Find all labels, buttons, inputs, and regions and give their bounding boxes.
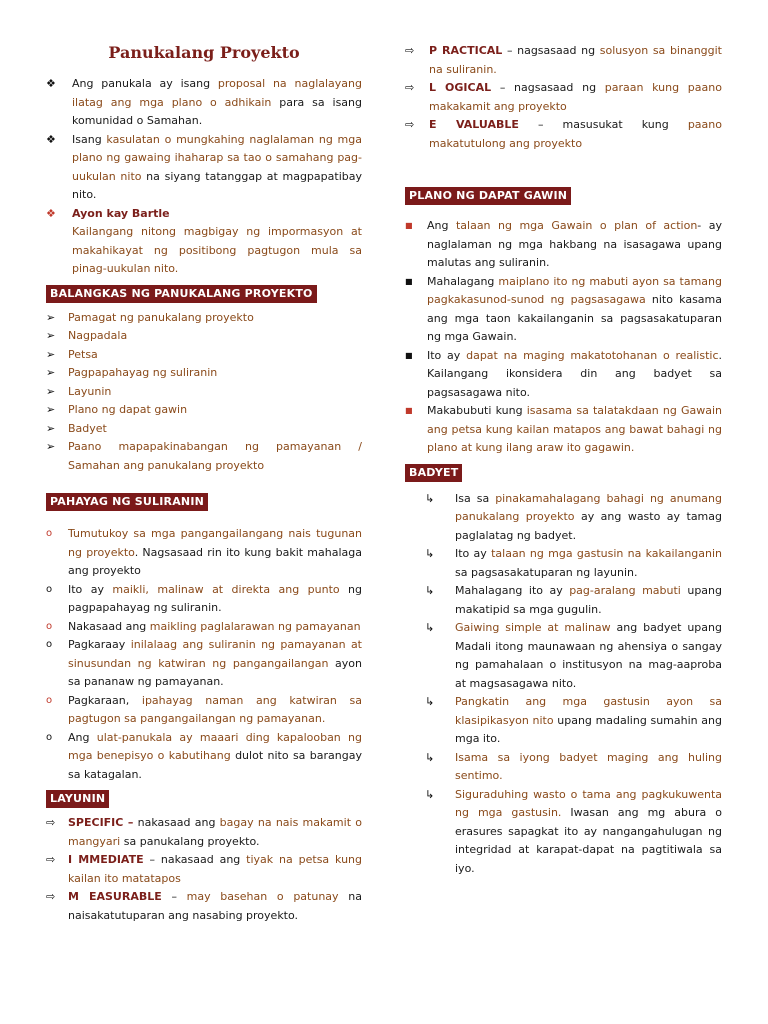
outlined-arrow-bullet-icon: ⇨ [46, 816, 56, 829]
list-item: o Tumutukoy sa mga pangangailangang nais tugunan ng proyekto. Nagsasaad rin ito kung bakit mahalaga ang proyekto [46, 527, 362, 577]
arrowhead-bullet-icon: ➢ [46, 440, 56, 453]
list-item: ➢ Paano mapapakinabangan ng pamayanan / Samahan ang panukalang proyekto [46, 440, 362, 472]
list-item: ↳ Ito ay talaan ng mga gastusin na kakailanganin sa pagsasakatuparan ng layunin. [425, 547, 723, 579]
circle-bullet-icon: o [46, 583, 53, 595]
section-heading-badyet: BADYET [405, 464, 462, 482]
pahayag-list [46, 525, 362, 784]
outlined-arrow-bullet-icon: ⇨ [46, 853, 56, 866]
list-item: ➢ Plano ng dapat gawin [46, 401, 362, 420]
bartle-text: Kailangang nitong magbigay ng impormasyon at makahikayat ng positibong pagtugon mula sa pinag-uukulan nito. [72, 225, 362, 275]
arrowhead-bullet-icon: ➢ [46, 347, 56, 361]
pointer-bullet-icon: ↳ [425, 750, 435, 764]
badyet-list [405, 490, 722, 879]
arrowhead-bullet-icon: ➢ [46, 403, 56, 416]
list-item: ➢ Badyet [46, 420, 362, 439]
list-item: ■ Mahalagang maiplano ito ng mabuti ayon sa tamang pagkakasunod-sunod ng pagsasagawa nito kasama ang mga taon kakailanganin sa pagsasakatuparan ng mga Gawain. [405, 274, 722, 343]
arrowhead-bullet-icon: ➢ [46, 384, 56, 398]
list-item: ➢ Pagpapahayag ng suliranin [46, 364, 362, 383]
list-item: ↳ Isama sa iyong badyet maging ang huling sentimo. [425, 750, 722, 782]
intro-list [46, 75, 362, 279]
list-item: ⇨ L OGICAL – nagsasaad ng paraan kung paano makakamit ang proyekto [405, 81, 722, 113]
arrowhead-bullet-icon: ➢ [46, 421, 56, 435]
pointer-bullet-icon: ↳ [425, 695, 435, 708]
diamond-bullet-icon: ❖ [46, 206, 56, 220]
list-item: ↳ Siguraduhing wasto o tama ang pagkukuwenta ng mga gastusin. Iwasan ang mg abura o erasures sapagkat ito ay nangangahulugan ng integridad at karapat-dapat na pagtitiwala sa iyo. [425, 787, 722, 875]
section-heading-plano: PLANO NG DAPAT GAWIN [405, 187, 571, 205]
list-item: ■ Makabubuti kung isasama sa talatakdaan ng Gawain ang petsa kung kailan matapos ang bawat bahagi ng plano at kung ilang araw ito gagawin. [405, 404, 722, 454]
square-bullet-icon: ■ [405, 221, 413, 230]
arrowhead-bullet-icon: ➢ [46, 310, 56, 324]
pointer-bullet-icon: ↳ [425, 491, 435, 505]
layunin-list [46, 814, 362, 925]
right-column [405, 0, 722, 878]
circle-bullet-icon: o [46, 731, 53, 743]
list-item: ↳ Gaiwing simple at malinaw ang badyet upang Madali itong maunawaan ng ahensiya o sangay ng pamahalaan o institusyon na mag-aaproba at magsasagawa nito. [425, 621, 722, 690]
list-item: o Ang ulat-panukala ay maaari ding kapalooban ng mga benepisyo o kabutihang dulot nito sa barangay sa katagalan. [46, 730, 362, 781]
diamond-bullet-icon: ❖ [46, 77, 56, 90]
balangkas-list [46, 309, 362, 476]
list-item: o Pagkaraan, ipahayag naman ang katwiran sa pagtugon sa pangangailangan ng pamayanan. [46, 693, 362, 725]
list-item: ■ Ang talaan ng mga Gawain o plan of action- ay naglalaman ng mga hakbang na isasagawa upang malutas ang suliranin. [405, 219, 723, 269]
section-heading-layunin: LAYUNIN [46, 790, 109, 808]
left-column [46, 0, 362, 925]
outlined-arrow-bullet-icon: ⇨ [46, 890, 56, 903]
circle-bullet-icon: o [46, 620, 53, 632]
pointer-bullet-icon: ↳ [425, 547, 435, 560]
list-item: o Ito ay maikli, malinaw at direkta ang punto ng pagpapahayag ng suliranin. [46, 582, 363, 614]
pointer-bullet-icon: ↳ [425, 584, 435, 597]
pointer-bullet-icon: ↳ [425, 787, 435, 801]
list-item: ⇨ M EASURABLE – may basehan o patunay na naisakatutuparan ang nasabing proyekto. [46, 890, 362, 922]
arrowhead-bullet-icon: ➢ [46, 366, 56, 379]
list-item: ⇨ I MMEDIATE – nakasaad ang tiyak na petsa kung kailan ito matatapos [46, 853, 363, 885]
intro-item: ❖ Isang kasulatan o mungkahing naglalaman ng mga plano ng gawaing ihaharap sa tao o samahang pag-uukulan nito na siyang tatanggap at magpapatibay nito. [46, 132, 362, 201]
intro-item: ❖ Ang panukala ay isang proposal na naglalayang ilatag ang mga plano o adhikain para sa isang komunidad o Samahan. [46, 77, 362, 127]
section-heading-pahayag: PAHAYAG NG SULIRANIN [46, 493, 208, 511]
list-item: o Pagkaraay inilalaag ang suliranin ng pamayanan at sinusundan ng katwiran ng pangangailangan ayon sa pananaw ng pamayanan. [46, 638, 362, 688]
list-item: ■ Ito ay dapat na maging makatotohanan o realistic. Kailangang ikonsidera din ang badyet sa pagsasagawa nito. [405, 348, 723, 399]
square-bullet-icon: ■ [405, 350, 413, 360]
bartle-item [46, 205, 362, 279]
outlined-arrow-bullet-icon: ⇨ [405, 118, 415, 131]
pointer-bullet-icon: ↳ [425, 621, 435, 634]
square-bullet-icon: ■ [405, 406, 413, 415]
list-item: ↳ Mahalagang ito ay pag-aralang mabuti upang makatipid sa mga gugulin. [425, 584, 722, 616]
list-item: ⇨ P RACTICAL – nagsasaad ng solusyon sa binanggit na suliranin. [405, 44, 722, 76]
list-item: ➢ Petsa [46, 346, 362, 365]
diamond-bullet-icon: ❖ [46, 132, 56, 146]
circle-bullet-icon: o [46, 694, 53, 706]
layunin-continued-list [405, 42, 722, 153]
list-item: ⇨ SPECIFIC – nakasaad ang bagay na nais makamit o mangyari sa panukalang proyekto. [46, 816, 362, 848]
list-item: ➢ Layunin [46, 383, 362, 402]
outlined-arrow-bullet-icon: ⇨ [405, 44, 415, 57]
list-item: ⇨ E VALUABLE – masusukat kung paano makatutulong ang proyekto [405, 118, 722, 150]
section-heading-balangkas: BALANGKAS NG PANUKALANG PROYEKTO [46, 285, 317, 303]
bartle-heading: Ayon kay Bartle [72, 206, 170, 220]
circle-bullet-icon: o [46, 639, 53, 650]
list-item: ➢ Nagpadala [46, 327, 362, 346]
outlined-arrow-bullet-icon: ⇨ [405, 81, 415, 94]
plano-list [405, 217, 722, 458]
list-item: ➢ Pamagat ng panukalang proyekto [46, 309, 362, 328]
square-bullet-icon: ■ [405, 276, 413, 286]
list-item: ↳ Pangkatin ang mga gastusin ayon sa klasipikasyon nito upang madaling sumahin ang mga ito. [425, 695, 723, 745]
list-item: ↳ Isa sa pinakamahalagang bahagi ng anumang panukalang proyekto ay ang wasto ay tamag paglalatag ng badyet. [425, 491, 723, 542]
arrowhead-bullet-icon: ➢ [46, 329, 56, 342]
list-item: o Nakasaad ang maikling paglalarawan ng pamayanan [46, 618, 362, 637]
page-title: Panukalang Proyekto [108, 43, 300, 62]
circle-bullet-icon: o [46, 528, 53, 539]
